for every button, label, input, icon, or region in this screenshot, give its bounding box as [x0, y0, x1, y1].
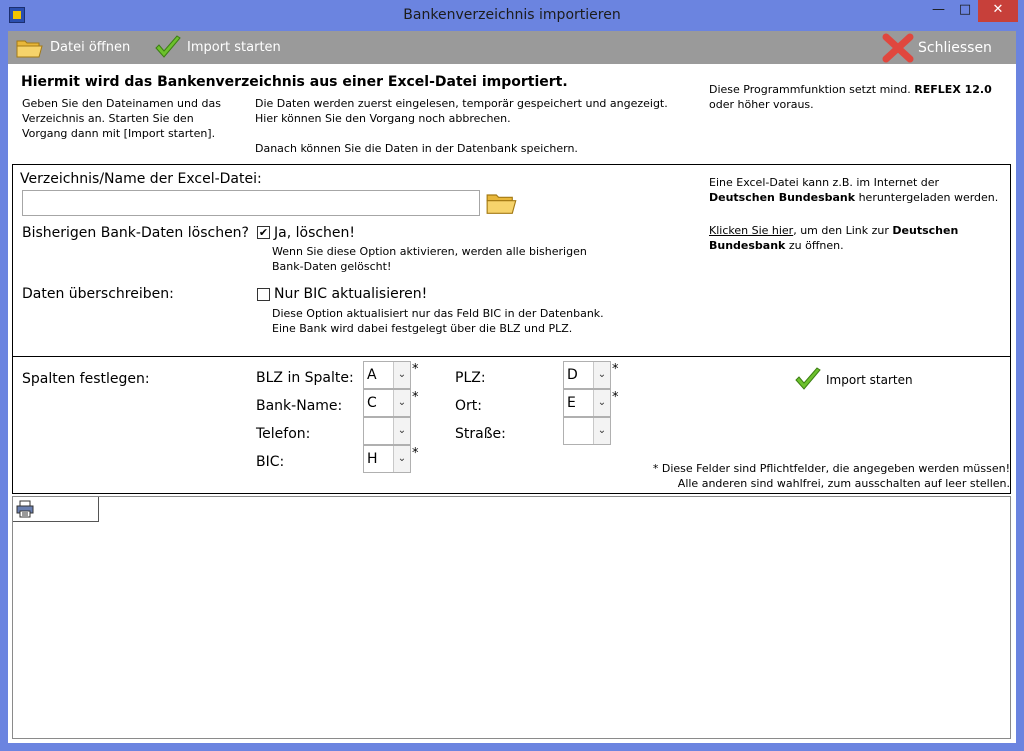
required-star: *: [412, 362, 419, 377]
plz-label: PLZ:: [455, 370, 486, 386]
chevron-down-icon[interactable]: ⌄: [593, 390, 610, 416]
delete-checkbox[interactable]: ✔: [258, 226, 269, 239]
folder-open-icon: [16, 38, 44, 58]
ort-label: Ort:: [455, 398, 482, 414]
chevron-down-icon[interactable]: ⌄: [393, 446, 410, 472]
close-x-icon: [882, 33, 914, 63]
requirement-prefix: Diese Programmfunktion setzt mind.: [709, 83, 911, 96]
bic-value: H: [367, 451, 378, 467]
bundesbank-link[interactable]: Klicken Sie hier: [709, 224, 794, 237]
file-path-label: Verzeichnis/Name der Excel-Datei:: [20, 171, 262, 187]
delete-desc-line: Wenn Sie diese Option aktivieren, werden alle bisherigen: [272, 245, 587, 258]
info-line: Eine Excel-Datei kann z.B. im Internet der: [709, 176, 940, 189]
import-start-button[interactable]: [792, 367, 913, 393]
delete-description: [272, 244, 587, 274]
delete-desc-line: Bank-Daten gelöscht!: [272, 260, 392, 273]
intro-col2: [255, 96, 668, 156]
import-start-label: Import starten: [187, 40, 281, 55]
intro-col2-line: Die Daten werden zuerst eingelesen, temporär gespeichert und angezeigt.: [255, 97, 668, 110]
printer-icon[interactable]: [16, 500, 34, 518]
intro-col1: [22, 96, 221, 141]
delete-option-label[interactable]: Ja, löschen!: [274, 225, 356, 241]
columns-section: [12, 356, 1011, 494]
link-bold: Deutschen: [892, 224, 959, 237]
window-title: Bankenverzeichnis importieren: [403, 7, 621, 23]
required-star: *: [612, 390, 619, 405]
bankname-column-select[interactable]: [363, 389, 411, 417]
bundesbank-info: [709, 175, 998, 205]
open-file-button[interactable]: [16, 31, 130, 64]
intro-col2-line: Hier können Sie den Vorgang noch abbrechen.: [255, 112, 511, 125]
overwrite-desc-line: Eine Bank wird dabei festgelegt über die BLZ und PLZ.: [272, 322, 573, 335]
bic-label: BIC:: [256, 454, 285, 470]
chevron-down-icon[interactable]: ⌄: [593, 362, 610, 388]
info-line: heruntergeladen werden.: [858, 191, 999, 204]
link-end: zu öffnen.: [788, 239, 844, 252]
close-label: Schliessen: [918, 39, 992, 56]
chevron-down-icon[interactable]: ⌄: [393, 362, 410, 388]
browse-folder-icon[interactable]: [486, 191, 518, 215]
ort-value: E: [567, 395, 576, 411]
file-path-input[interactable]: [22, 190, 480, 216]
blz-value: A: [367, 367, 377, 383]
maximize-button[interactable]: □: [958, 2, 972, 17]
telefon-column-select[interactable]: [363, 417, 411, 445]
plz-column-select[interactable]: [563, 361, 611, 389]
required-star: *: [412, 446, 419, 461]
required-note-line: * Diese Felder sind Pflichtfelder, die angegeben werden müssen!: [652, 462, 1010, 475]
intro-col2-line: Danach können Sie die Daten in der Datenbank speichern.: [255, 142, 578, 155]
import-start-toolbar-button[interactable]: [154, 31, 281, 64]
delete-label: Bisherigen Bank-Daten löschen?: [22, 225, 249, 241]
required-note: [653, 461, 1010, 491]
columns-label: Spalten festlegen:: [22, 371, 150, 387]
required-note-line: Alle anderen sind wahlfrei, zum ausschalten auf leer stellen.: [677, 477, 1010, 490]
intro-col2-spacer: [255, 126, 668, 141]
strasse-label: Straße:: [455, 426, 506, 442]
blz-column-select[interactable]: [363, 361, 411, 389]
content-area: [8, 64, 1016, 743]
plz-value: D: [567, 367, 578, 383]
strasse-column-select[interactable]: [563, 417, 611, 445]
intro-col1-line: Vorgang dann mit [Import starten].: [22, 127, 216, 140]
close-button[interactable]: [882, 31, 992, 64]
title-bar[interactable]: [0, 0, 1024, 31]
close-window-button[interactable]: ✕: [978, 0, 1018, 22]
overwrite-desc-line: Diese Option aktualisiert nur das Feld BIC in der Datenbank.: [272, 307, 604, 320]
requirement-note: [709, 82, 992, 112]
data-grid[interactable]: [12, 496, 1011, 739]
chevron-down-icon[interactable]: ⌄: [393, 418, 410, 444]
overwrite-description: [272, 306, 604, 336]
bundesbank-link-text: [709, 223, 958, 253]
chevron-down-icon[interactable]: ⌄: [393, 390, 410, 416]
requirement-suffix: oder höher voraus.: [709, 98, 814, 111]
required-star: *: [612, 362, 619, 377]
bankname-label: Bank-Name:: [256, 398, 343, 414]
import-start-button-label: Import starten: [826, 373, 913, 387]
requirement-product: REFLEX 12.0: [914, 83, 992, 96]
bankname-value: C: [367, 395, 377, 411]
minimize-button[interactable]: —: [932, 2, 945, 17]
file-section: [12, 164, 1011, 357]
overwrite-option-label[interactable]: Nur BIC aktualisieren!: [274, 286, 428, 302]
overwrite-label: Daten überschreiben:: [22, 286, 174, 302]
blz-label: BLZ in Spalte:: [256, 370, 354, 386]
checkmark-icon: [792, 367, 824, 393]
link-rest: , um den Link zur: [793, 224, 889, 237]
open-file-label: Datei öffnen: [50, 40, 131, 55]
intro-col1-line: Verzeichnis an. Starten Sie den: [22, 112, 194, 125]
info-bold: Deutschen Bundesbank: [709, 191, 856, 204]
bic-column-select[interactable]: [363, 445, 411, 473]
telefon-label: Telefon:: [256, 426, 311, 442]
chevron-down-icon[interactable]: ⌄: [593, 418, 610, 444]
grid-header-cell[interactable]: [13, 497, 99, 522]
link-bold: Bundesbank: [709, 239, 786, 252]
required-star: *: [412, 390, 419, 405]
intro-col1-line: Geben Sie den Dateinamen und das: [22, 97, 221, 110]
intro-heading: Hiermit wird das Bankenverzeichnis aus einer Excel-Datei importiert.: [21, 74, 568, 90]
overwrite-checkbox[interactable]: [257, 288, 270, 301]
toolbar: [8, 31, 1016, 64]
checkmark-icon: [154, 35, 182, 61]
ort-column-select[interactable]: [563, 389, 611, 417]
